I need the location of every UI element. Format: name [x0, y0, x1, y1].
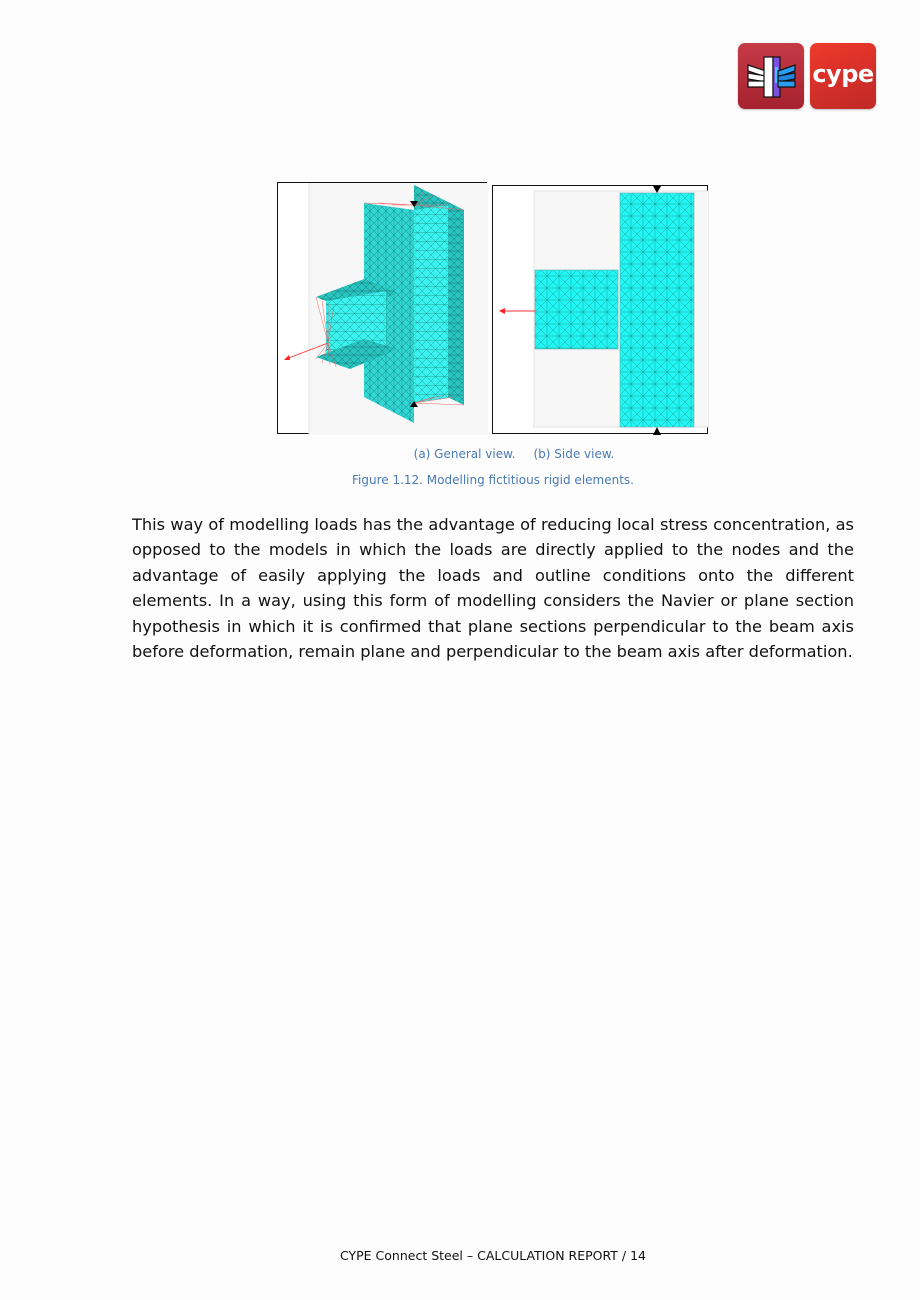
- side-view-mesh-image: [493, 186, 709, 435]
- figure-panel-general-view: [277, 182, 487, 434]
- connect-steel-app-icon: [738, 43, 804, 109]
- cype-logo: [810, 43, 876, 109]
- figure-caption: Figure 1.12. Modelling fictitious rigid elements.: [352, 473, 634, 487]
- subcaption-general-view: (a) General view.: [413, 447, 516, 461]
- cype-logo-text: cype: [812, 60, 874, 88]
- page-footer: CYPE Connect Steel – CALCULATION REPORT / 14: [340, 1248, 646, 1263]
- body-paragraph: This way of modelling loads has the advantage of reducing local stress concentration, as opposed to the models in which the loads are directly applied to the nodes and the advantage of easily applying the loads and outline conditions onto the different elements. In a way, using this form of modelling considers the Navier or plane section hypothesis in which it is confirmed that plane sections perpendicular to the beam axis before deformation, remain plane and perpendicular to the beam axis after deformation.: [132, 515, 854, 662]
- figure-subcaptions: [0, 447, 920, 461]
- subcaption-side-view: (b) Side view.: [533, 447, 615, 461]
- cype-connect-steel-logo: [738, 43, 804, 109]
- general-view-mesh-image: [278, 183, 488, 435]
- figure-panel-side-view: [492, 185, 708, 434]
